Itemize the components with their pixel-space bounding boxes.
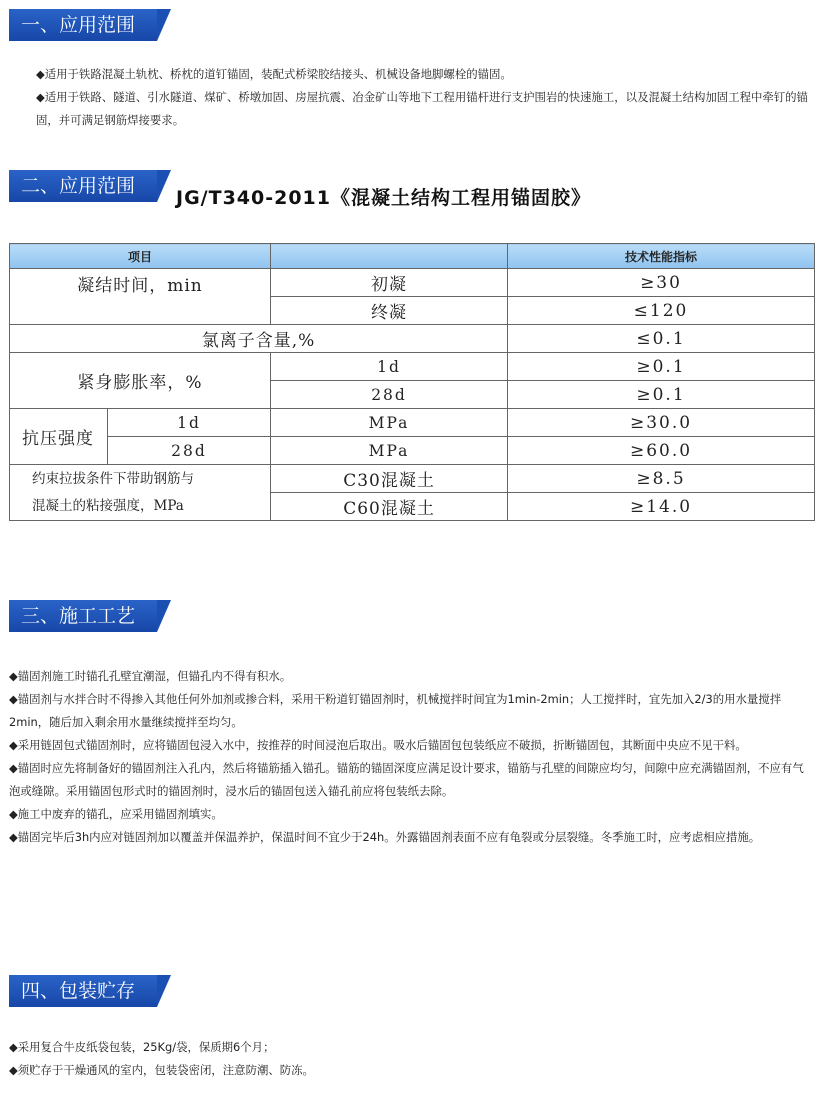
bond-c60-label: C60混凝土 — [271, 493, 508, 521]
chloride-label: 氯离子含量,% — [10, 325, 508, 353]
chloride-value: ≤0.1 — [508, 325, 815, 353]
section-4-item: ◆须贮存于干燥通风的室内，包装袋密闭，注意防潮、防冻。 — [9, 1063, 314, 1077]
section-3-item: ◆锚固完毕后3h内应对链固剂加以覆盖并保温养护，保温时间不宜少于24h。外露锚固剂表面不应有龟裂或分层裂缝。冬季施工时，应考虑相应措施。 — [9, 830, 761, 844]
bond-strength-line1: 约束拉拔条件下带助钢筋与 — [32, 470, 194, 487]
standard-title: JG/T340-2011《混凝土结构工程用锚固胶》 — [176, 187, 591, 209]
bond-c30-label: C30混凝土 — [271, 465, 508, 493]
header-item: 项目 — [10, 244, 271, 269]
section-1-title: 一、应用范围 — [21, 14, 136, 36]
bond-strength-line2: 混凝土的粘接强度，MPa — [32, 497, 184, 514]
initial-label: 初凝 — [271, 269, 508, 297]
section-3-title: 三、施工工艺 — [21, 605, 136, 627]
compressive-28d-unit: MPa — [271, 437, 508, 465]
initial-value: ≥30 — [508, 269, 815, 297]
bond-c30-value: ≥8.5 — [508, 465, 815, 493]
section-2-header — [9, 170, 157, 202]
compressive-28d-value: ≥60.0 — [508, 437, 815, 465]
spec-table — [9, 243, 815, 521]
section-3-item: ◆采用链固包式锚固剂时，应将锚固包浸入水中，按推荐的时间浸泡后取出。吸水后锚固包包装纸应不破损，折断锚固包，其断面中央应不见干料。 — [9, 738, 747, 752]
compressive-1d-label: 1d — [108, 409, 271, 437]
compressive-28d-label: 28d — [108, 437, 271, 465]
section-3-header — [9, 600, 157, 632]
expansion-1d-label: 1d — [271, 353, 508, 381]
expansion-28d-value: ≥0.1 — [508, 381, 815, 409]
setting-time-label: 凝结时间，min — [10, 269, 271, 325]
section-3-body — [9, 665, 815, 849]
section-1-header — [9, 9, 157, 41]
final-value: ≤120 — [508, 297, 815, 325]
compressive-label: 抗压强度 — [10, 409, 108, 465]
section-4-header — [9, 975, 157, 1007]
section-3-item: ◆锚固剂与水拌合时不得掺入其他任何外加剂或掺合料，采用干粉道钉锚固剂时，机械搅拌时间宜为1min-2min；人工搅拌时，宜先加入2/3的用水量搅拌2min，随后加入剩余用水量继续搅拌至均匀。 — [9, 692, 782, 729]
section-1-item: ◆适用于铁路、隧道、引水隧道、煤矿、桥墩加固、房屋抗震、冶金矿山等地下工程用锚杆进行支护围岩的快速施工，以及混凝土结构加固工程中牵钉的锚固，并可满足钢筋焊接要求。 — [36, 90, 808, 127]
section-3-item: ◆施工中废弃的锚孔，应采用锚固剂填实。 — [9, 807, 223, 821]
expansion-1d-value: ≥0.1 — [508, 353, 815, 381]
section-2-title: 二、应用范围 — [21, 175, 136, 197]
section-1-item: ◆适用于铁路混凝土轨枕、桥枕的道钉锚固，装配式桥梁胶结接头、机械设备地脚螺栓的锚固。 — [36, 67, 512, 81]
bond-c60-value: ≥14.0 — [508, 493, 815, 521]
section-4-body — [9, 1036, 815, 1082]
section-4-item: ◆采用复合牛皮纸袋包装，25Kg/袋，保质期6个月； — [9, 1040, 275, 1054]
compressive-1d-value: ≥30.0 — [508, 409, 815, 437]
expansion-label: 紧身膨胀率，% — [10, 353, 271, 409]
section-1-body — [9, 63, 815, 132]
section-3-item: ◆锚固时应先将制备好的锚固剂注入孔内，然后将锚筋插入锚孔。锚筋的锚固深度应满足设计要求，锚筋与孔壁的间隙应均匀，间隙中应充满锚固剂，不应有气泡或缝隙。采用锚固包形式时的锚固剂时，浸水后的锚固包送入锚孔前应将包装纸去除。 — [9, 761, 804, 798]
header-blank — [271, 244, 508, 269]
header-spec: 技术性能指标 — [508, 244, 815, 269]
section-4-title: 四、包装贮存 — [21, 980, 136, 1002]
final-label: 终凝 — [271, 297, 508, 325]
compressive-1d-unit: MPa — [271, 409, 508, 437]
bond-strength-label — [10, 465, 271, 521]
expansion-28d-label: 28d — [271, 381, 508, 409]
section-3-item: ◆锚固剂施工时锚孔孔壁宜潮湿，但锚孔内不得有积水。 — [9, 669, 292, 683]
